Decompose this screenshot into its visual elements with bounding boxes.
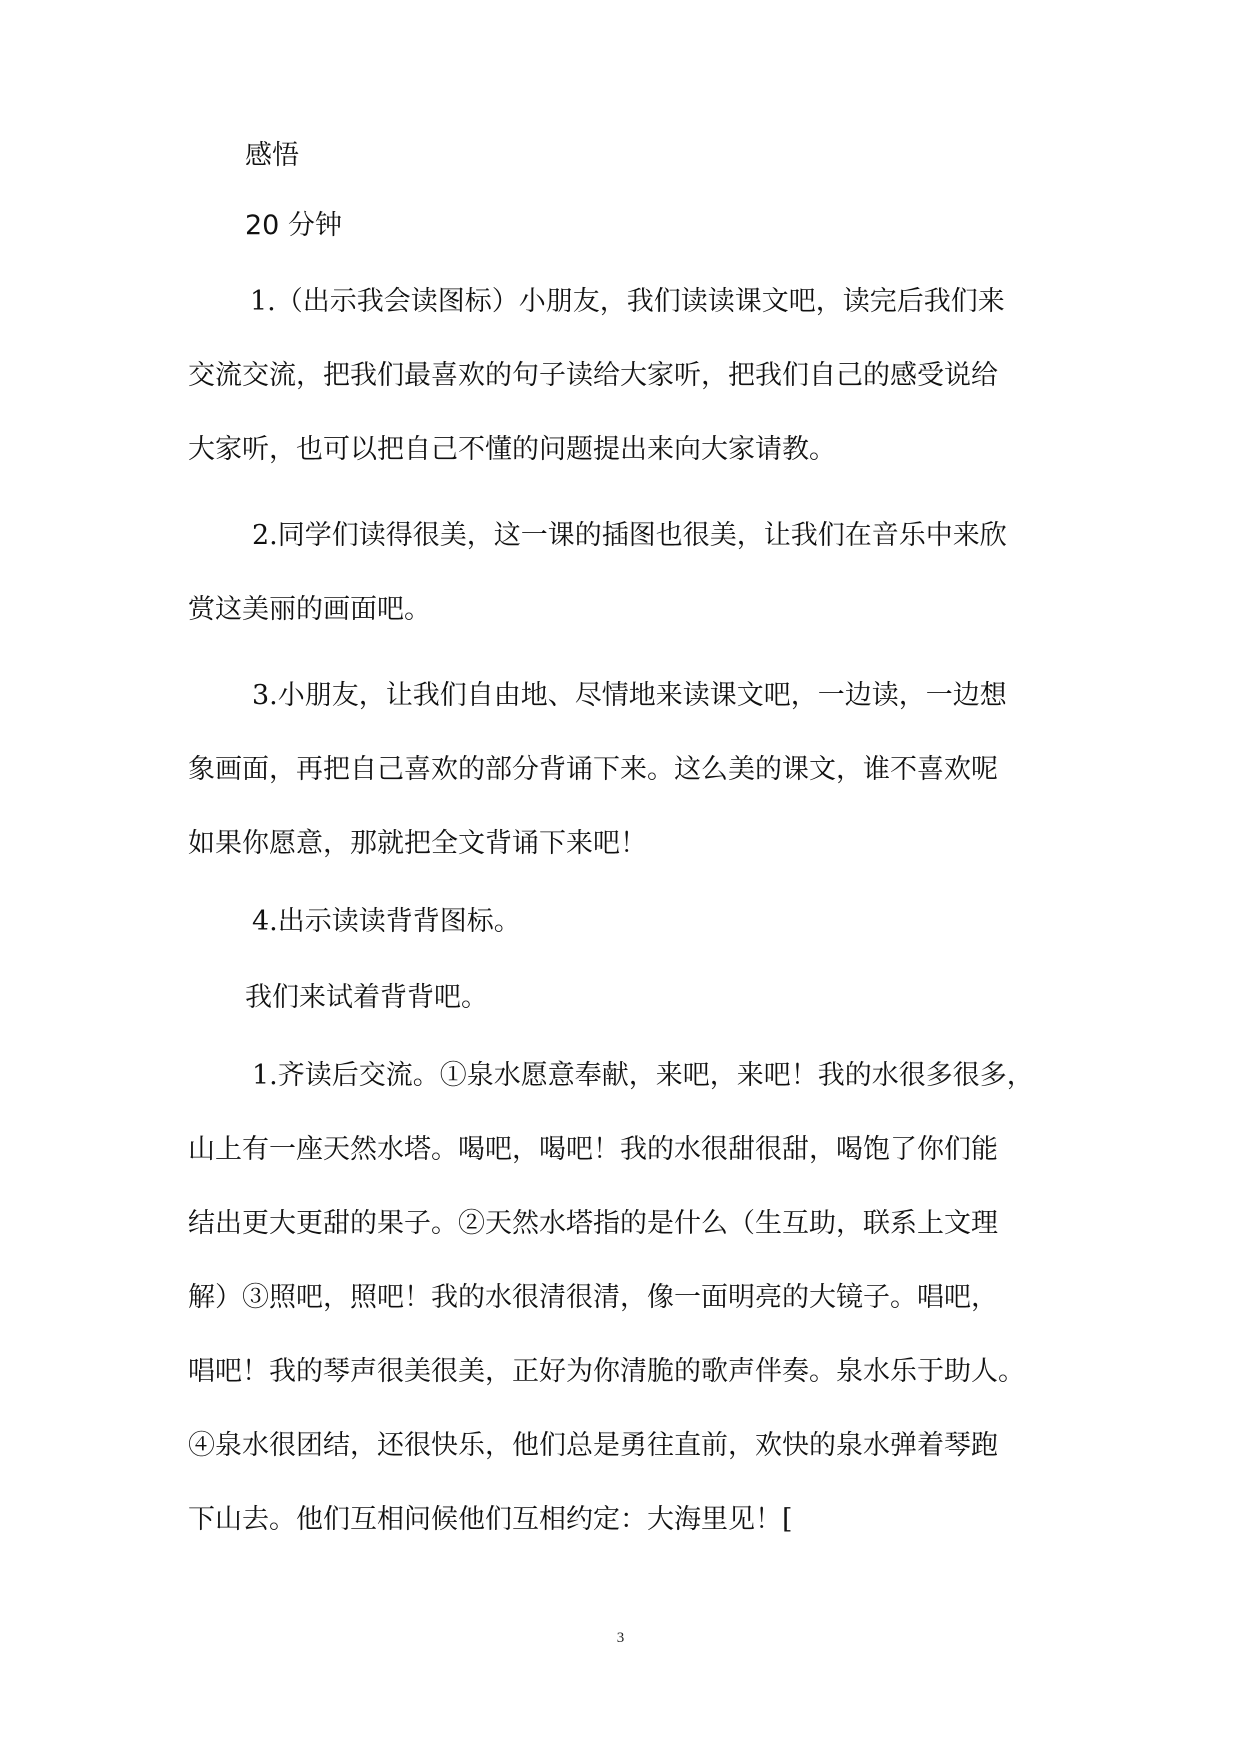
paragraph-line: 下山去。他们互相问候他们互相约定：大海里见！[: [188, 1504, 793, 1535]
paragraph-line: 我们来试着背背吧。: [245, 982, 488, 1013]
section-heading: 感悟: [245, 140, 299, 171]
paragraph-line: 如果你愿意，那就把全文背诵下来吧！: [188, 828, 647, 859]
paragraph-line: 唱吧！我的琴声很美很美，正好为你清脆的歌声伴奏。泉水乐于助人。: [188, 1356, 1025, 1387]
paragraph-line: 3.小朋友，让我们自由地、尽情地来读课文吧，一边读，一边想: [252, 680, 1007, 711]
duration-text: 20 分钟: [245, 210, 342, 241]
paragraph-line: 结出更大更甜的果子。②天然水塔指的是什么（生互助，联系上文理: [188, 1208, 998, 1239]
paragraph-line: 1.（出示我会读图标）小朋友，我们读读课文吧，读完后我们来: [250, 286, 1005, 317]
paragraph-line: 1.齐读后交流。①泉水愿意奉献，来吧，来吧！我的水很多很多，: [252, 1060, 1034, 1091]
paragraph-line: 象画面，再把自己喜欢的部分背诵下来。这么美的课文，谁不喜欢呢: [188, 754, 998, 785]
paragraph-line: 4.出示读读背背图标。: [252, 906, 521, 937]
paragraph-line: 2.同学们读得很美，这一课的插图也很美，让我们在音乐中来欣: [252, 520, 1007, 551]
paragraph-line: 大家听，也可以把自己不懂的问题提出来向大家请教。: [188, 434, 836, 465]
paragraph-line: 交流交流，把我们最喜欢的句子读给大家听，把我们自己的感受说给: [188, 360, 998, 391]
paragraph-line: ④泉水很团结，还很快乐，他们总是勇往直前，欢快的泉水弹着琴跑: [188, 1430, 998, 1461]
page-number: 3: [616, 1630, 625, 1646]
paragraph-line: 山上有一座天然水塔。喝吧，喝吧！我的水很甜很甜，喝饱了你们能: [188, 1134, 998, 1165]
paragraph-line: 解）③照吧，照吧！我的水很清很清，像一面明亮的大镜子。唱吧，: [188, 1282, 998, 1313]
paragraph-line: 赏这美丽的画面吧。: [188, 594, 431, 625]
